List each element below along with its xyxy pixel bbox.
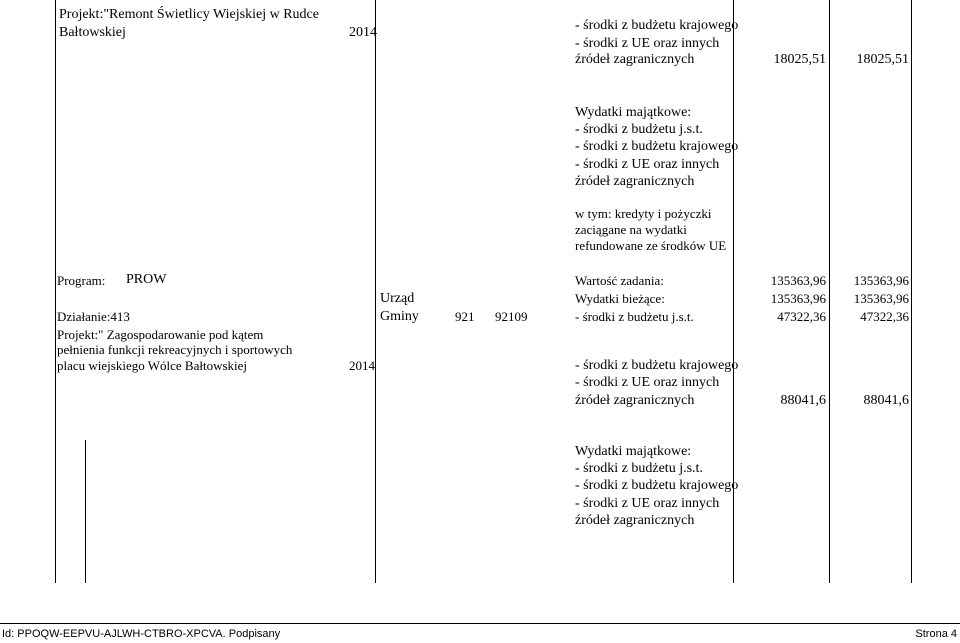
funding-line: źródeł zagranicznych <box>575 52 695 67</box>
row-value: 135363,96 <box>770 291 826 306</box>
credits-line: w tym: kredyty i pożyczki <box>575 206 712 221</box>
row-value: 135363,96 <box>853 291 909 306</box>
credits-line: zaciągane na wydatki <box>575 222 687 237</box>
capital-expenses-line: - środki z budżetu j.s.t. <box>575 122 703 137</box>
funding-line: - środki z UE oraz innych <box>575 36 720 51</box>
amount-value: 18025,51 <box>856 52 909 67</box>
capital-expenses-line: - środki z budżetu j.s.t. <box>575 461 703 476</box>
row-value: 47322,36 <box>777 309 826 324</box>
project-year: 2014 <box>349 358 375 373</box>
page-number: Strona 4 <box>915 628 957 640</box>
capital-expenses-line: Wydatki majątkowe: <box>575 444 692 459</box>
capital-expenses-line: - środki z UE oraz innych <box>575 496 720 511</box>
row-value: 135363,96 <box>853 273 909 288</box>
footer-rule <box>0 623 960 624</box>
table-border-right <box>911 0 912 583</box>
project-title-line: placu wiejskiego Wólce Bałtowskiej <box>57 358 248 373</box>
capital-expenses-line: - środki z budżetu krajowego <box>575 139 739 154</box>
row-label: Wartość zadania: <box>575 273 664 288</box>
capital-expenses-line: - środki z budżetu krajowego <box>575 478 739 493</box>
column-line <box>85 440 86 583</box>
project-title-line: pełnienia funkcji rekreacyjnych i sportowych <box>57 342 293 357</box>
document-id: Id: PPOQW-EEPVU-AJLWH-CTBRO-XPCVA. Podpisany <box>2 628 281 640</box>
row-value: 88041,6 <box>863 393 909 408</box>
chapter-code: 92109 <box>495 309 528 324</box>
table-border-left <box>55 0 56 583</box>
program-value: PROW <box>126 272 167 287</box>
row-label: - środki z UE oraz innych <box>575 375 720 390</box>
project-title-line1: Projekt:"Remont Świetlicy Wiejskiej w Rudce <box>59 7 319 22</box>
capital-expenses-line: źródeł zagranicznych <box>575 513 695 528</box>
project-year: 2014 <box>349 25 377 40</box>
funding-line: - środki z budżetu krajowego <box>575 18 739 33</box>
column-line <box>375 0 376 583</box>
capital-expenses-line: - środki z UE oraz innych <box>575 157 720 172</box>
project-title-line: Projekt:" Zagospodarowanie pod kątem <box>57 327 264 342</box>
credits-line: refundowane ze środków UE <box>575 238 727 253</box>
row-value: 88041,6 <box>780 393 826 408</box>
amount-value: 18025,51 <box>773 52 826 67</box>
capital-expenses-line: źródeł zagranicznych <box>575 174 695 189</box>
row-label: - środki z budżetu j.s.t. <box>575 309 694 324</box>
section-code: 921 <box>455 309 475 324</box>
row-value: 135363,96 <box>770 273 826 288</box>
row-value: 47322,36 <box>860 309 909 324</box>
office-label-line1: Urząd <box>380 291 415 306</box>
capital-expenses-line: Wydatki majątkowe: <box>575 105 692 120</box>
row-label: źródeł zagranicznych <box>575 393 695 408</box>
row-label: Wydatki bieżące: <box>575 291 665 306</box>
office-label-line2: Gminy <box>380 309 419 324</box>
program-label: Program: <box>57 273 106 288</box>
row-label: - środki z budżetu krajowego <box>575 358 739 373</box>
action-label: Działanie:413 <box>57 309 130 324</box>
project-title-line2: Bałtowskiej <box>59 25 126 40</box>
